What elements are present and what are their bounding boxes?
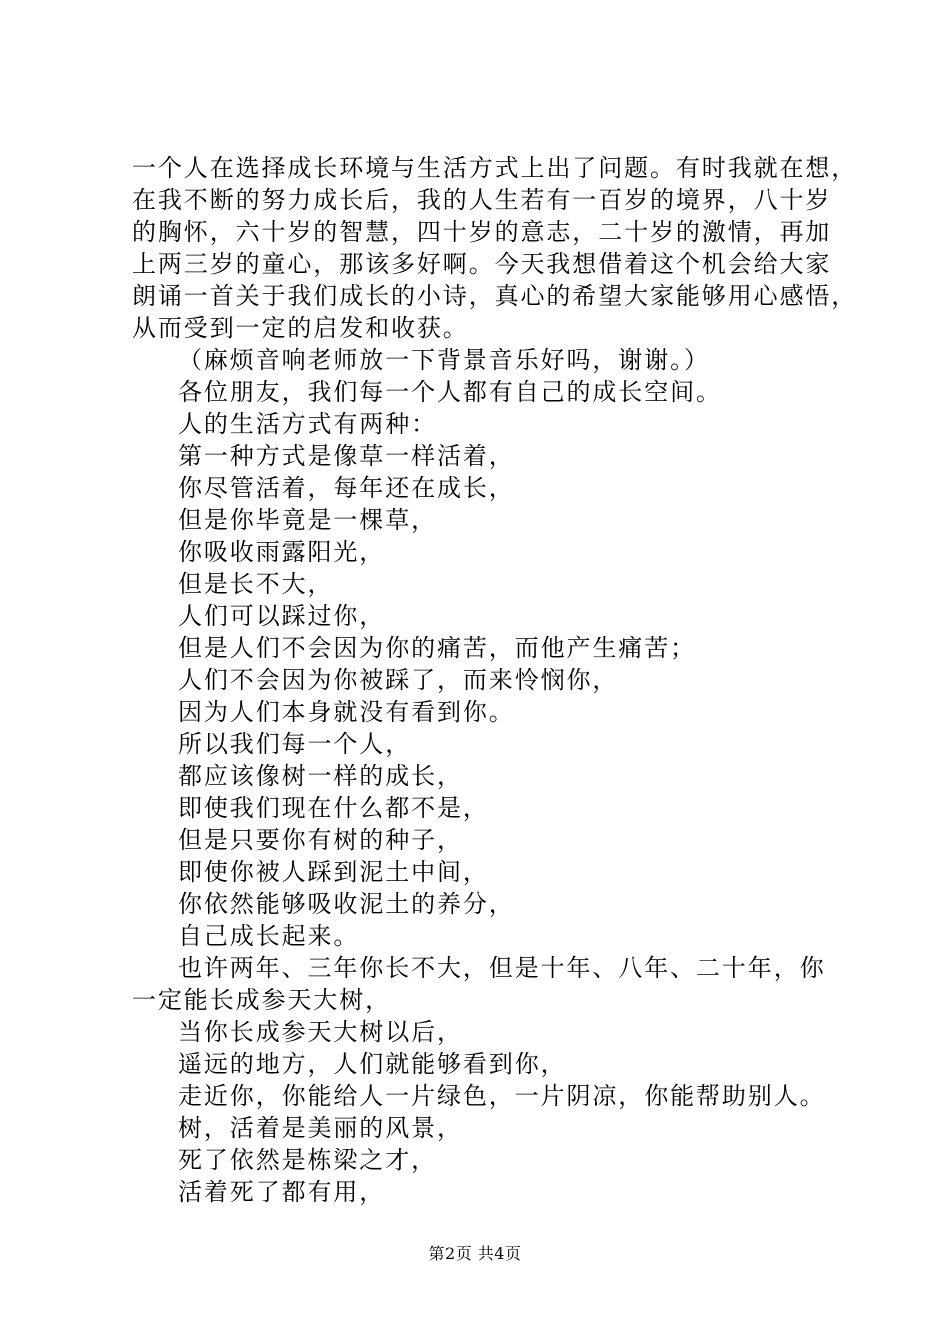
poem-line: 你吸收雨露阳光，	[178, 538, 386, 566]
poem-line: 死了依然是栋梁之才，	[178, 1146, 437, 1174]
document-body	[132, 152, 858, 1208]
text-line: 也许两年、三年你长不大，但是十年、八年、二十年，你	[178, 954, 826, 982]
text-line: 从而受到一定的启发和收获。	[132, 314, 469, 342]
page-footer	[0, 1244, 950, 1264]
poem-line: 第一种方式是像草一样活着，	[178, 442, 515, 470]
poem-line: 人们可以踩过你，	[178, 602, 386, 630]
poem-line: 人们不会因为你被踩了，而来怜悯你，	[178, 666, 619, 694]
page-number-label: 第2页 共4页	[428, 1244, 522, 1263]
poem-line: 但是只要你有树的种子，	[178, 826, 463, 854]
text-line: 在我不断的努力成长后，我的人生若有一百岁的境界，八十岁	[132, 186, 832, 214]
poem-line: 你尽管活着，每年还在成长，	[178, 474, 515, 502]
poem-line: 走近你，你能给人一片绿色，一片阴凉，你能帮助别人。	[178, 1082, 826, 1110]
poem-line: 因为人们本身就没有看到你。	[178, 698, 515, 726]
poem-line: 即使我们现在什么都不是，	[178, 794, 489, 822]
poem-line: 即使你被人踩到泥土中间，	[178, 858, 489, 886]
poem-line: 活着死了都有用，	[178, 1178, 386, 1206]
poem-line: 各位朋友，我们每一个人都有自己的成长空间。	[178, 378, 722, 406]
text-line: 朗诵一首关于我们成长的小诗，真心的希望大家能够用心感悟，	[132, 282, 858, 310]
poem-line: 遥远的地方，人们就能够看到你，	[178, 1050, 567, 1078]
text-line: 一定能长成参天大树，	[132, 986, 391, 1014]
text-line: 一个人在选择成长环境与生活方式上出了问题。有时我就在想，	[132, 154, 858, 182]
stage-note: （麻烦音响老师放一下背景音乐好吗，谢谢。）	[178, 346, 710, 374]
poem-line: 当你长成参天大树以后，	[178, 1018, 463, 1046]
poem-line: 都应该像树一样的成长，	[178, 762, 463, 790]
poem-line: 你依然能够吸收泥土的养分，	[178, 890, 515, 918]
poem-line: 自己成长起来。	[178, 922, 360, 950]
poem-line: 但是长不大，	[178, 570, 334, 598]
poem-line: 所以我们每一个人，	[178, 730, 412, 758]
poem-line: 人的生活方式有两种：	[178, 410, 437, 438]
text-line: 上两三岁的童心，那该多好啊。今天我想借着这个机会给大家	[132, 250, 832, 278]
poem-line: 但是你毕竟是一棵草，	[178, 506, 437, 534]
text-line: 的胸怀，六十岁的智慧，四十岁的意志，二十岁的激情，再加	[132, 218, 832, 246]
poem-line: 但是人们不会因为你的痛苦，而他产生痛苦；	[178, 634, 696, 662]
poem-line: 树，活着是美丽的风景，	[178, 1114, 463, 1142]
